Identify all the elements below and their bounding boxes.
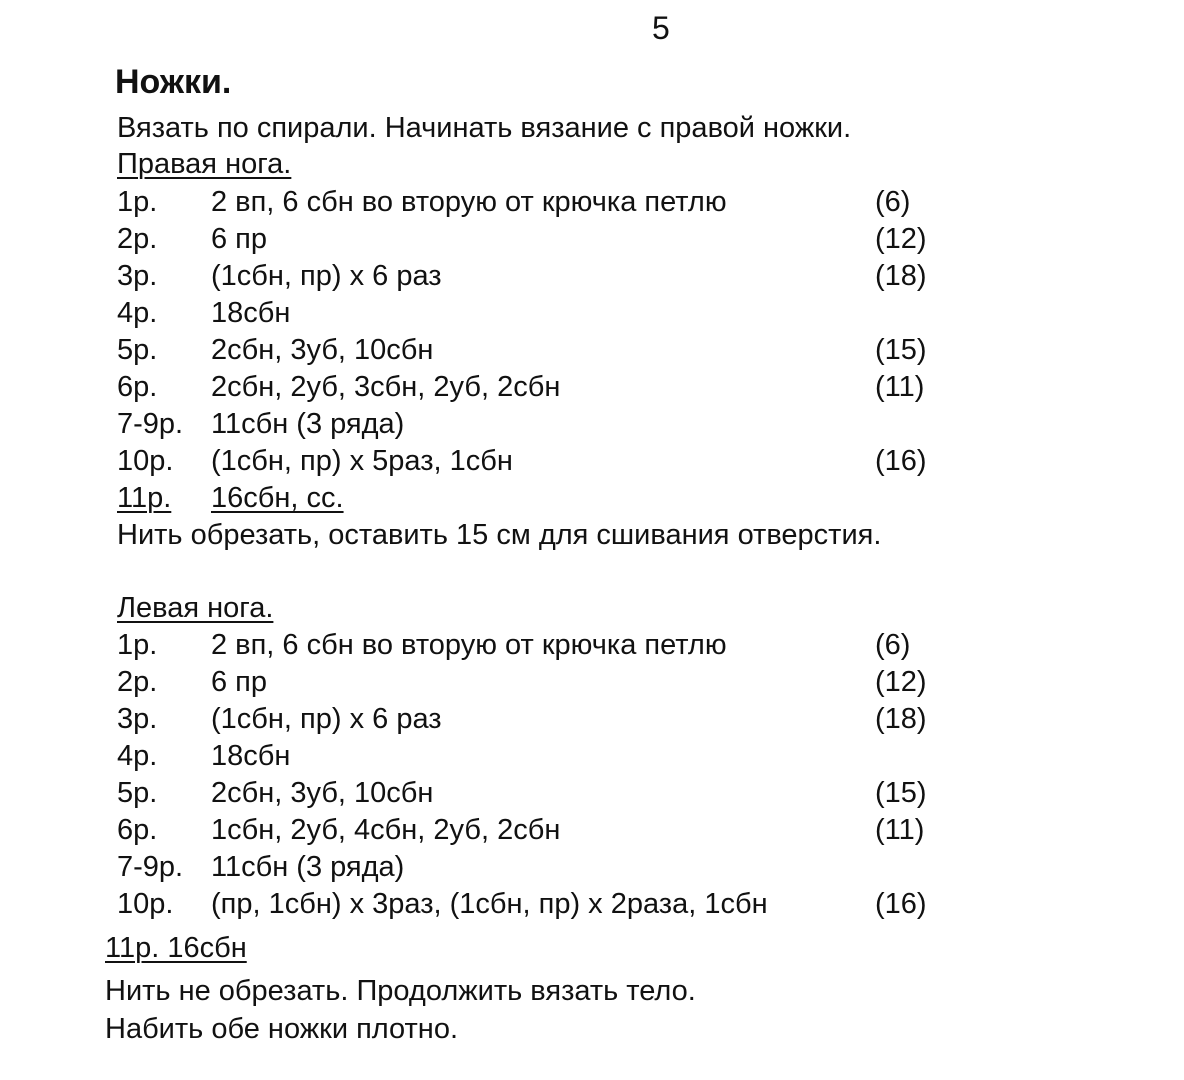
page-number: 5 [652,10,670,46]
row-instruction: (1сбн, пр) х 5раз, 1сбн [211,445,513,477]
table-row [117,406,957,442]
left-leg-note-2: Набить обе ножки плотно. [105,1013,459,1045]
table-row [117,775,957,811]
intro-text: Вязать по спирали. Начинать вязание с правой ножки. [117,112,852,144]
left-leg-note-1: Нить не обрезать. Продолжить вязать тело. [105,975,696,1007]
row-instruction: 1сбн, 2уб, 4сбн, 2уб, 2сбн [211,814,561,846]
row-instruction: 18сбн [211,740,291,772]
table-row [117,738,957,774]
table-row [117,184,957,220]
table-row [117,369,957,405]
right-leg-note: Нить обрезать, оставить 15 см для сшивания отверстия. [117,519,882,551]
row-number: 5р. [117,334,158,366]
left-leg-heading: Левая нога. [117,592,274,624]
stitch-count: (16) [875,888,927,920]
row-number: 3р. [117,703,158,735]
stitch-count: (18) [875,260,927,292]
row-number: 10р. [117,445,174,477]
row-instruction: 11сбн (3 ряда) [211,408,405,440]
table-row [117,332,957,368]
stitch-count: (11) [875,814,925,846]
row-instruction: 6 пр [211,223,268,255]
row-instruction: 11сбн (3 ряда) [211,851,405,883]
row-number: 4р. [117,297,158,329]
row-number: 2р. [117,223,158,255]
row-instruction: 6 пр [211,666,268,698]
stitch-count: (12) [875,223,927,255]
row-number: 3р. [117,260,158,292]
table-row [117,258,957,294]
row-number: 7-9р. [117,408,184,440]
stitch-count: (15) [875,334,927,366]
row-number: 2р. [117,666,158,698]
row-instruction: 2сбн, 3уб, 10сбн [211,777,434,809]
row-instruction: 2 вп, 6 сбн во вторую от крючка петлю [211,629,727,661]
row-number: 10р. [117,888,174,920]
stitch-count: (6) [875,629,911,661]
stitch-count: (6) [875,186,911,218]
row-number: 11р. [117,482,172,514]
row-instruction: 18сбн [211,297,291,329]
table-row [117,701,957,737]
row-number: 7-9р. [117,851,184,883]
table-row [117,627,957,663]
row-instruction: (1сбн, пр) х 6 раз [211,703,442,735]
stitch-count: (16) [875,445,927,477]
table-row [117,443,957,479]
table-row [117,221,957,257]
row-number: 4р. [117,740,158,772]
table-row [117,812,957,848]
row-number: 6р. [117,371,158,403]
table-row [117,849,957,885]
right-leg-heading: Правая нога. [117,148,292,180]
row-instruction: 16сбн, сс. [211,482,344,514]
table-row [117,664,957,700]
row-number: 1р. [117,186,158,218]
stitch-count: (11) [875,371,925,403]
row-number: 5р. [117,777,158,809]
table-row [117,295,957,331]
row-instruction: 2 вп, 6 сбн во вторую от крючка петлю [211,186,727,218]
left-leg-final-row: 11р. 16сбн [105,932,247,964]
row-number: 6р. [117,814,158,846]
row-number: 1р. [117,629,158,661]
stitch-count: (12) [875,666,927,698]
row-instruction: 2сбн, 3уб, 10сбн [211,334,434,366]
table-row-final [117,480,957,516]
row-instruction: (пр, 1сбн) х 3раз, (1сбн, пр) х 2раза, 1сбн [211,888,768,920]
stitch-count: (15) [875,777,927,809]
stitch-count: (18) [875,703,927,735]
row-instruction: (1сбн, пр) х 6 раз [211,260,442,292]
table-row [117,886,957,922]
page-title: Ножки. [115,63,232,101]
row-instruction: 2сбн, 2уб, 3сбн, 2уб, 2сбн [211,371,561,403]
